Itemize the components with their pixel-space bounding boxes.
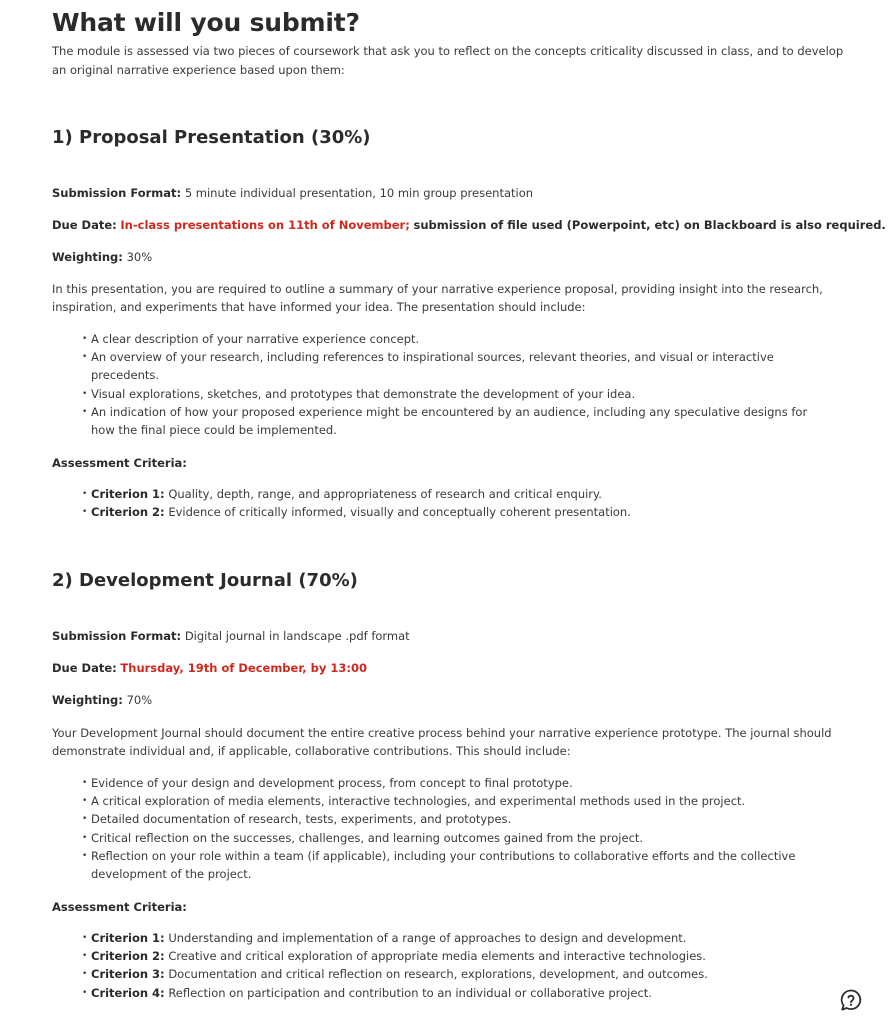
section-heading-proposal-presentation: 1) Proposal Presentation (30%) [52, 127, 371, 148]
criterion-text: Creative and critical exploration of appropriate media elements and interactive technologies. [168, 949, 706, 964]
criterion-label: Criterion 2: [91, 949, 165, 964]
criterion-label: Criterion 4: [91, 985, 165, 1000]
weighting-label: Weighting: [52, 250, 123, 264]
due-date-label: Due Date: [52, 218, 117, 232]
weighting-value: 30% [126, 250, 153, 264]
criterion-item [82, 485, 822, 503]
weighting-value: 70% [126, 693, 153, 707]
page-title: What will you submit? [52, 8, 360, 37]
criterion-item [82, 929, 822, 947]
list-item: • Evidence of your design and development process, from concept to final prototype. [82, 774, 822, 792]
section-description: In this presentation, you are required to outline a summary of your narrative experience proposal, providing insight into the research, inspiration, and experiments that have informed your idea. The presentation should include: [52, 282, 823, 315]
criterion-label: Criterion 3: [91, 967, 165, 982]
list-item: • Reflection on your role within a team (if applicable), including your contributions to collaborative efforts and the collective development of the project. [82, 847, 822, 883]
criterion-item [82, 503, 822, 521]
due-date-field [52, 660, 367, 676]
section-heading-development-journal: 2) Development Journal (70%) [52, 570, 358, 591]
criterion-item [82, 965, 822, 983]
due-date-highlight: In-class presentations on 11th of November; [120, 218, 410, 232]
submission-format-value: Digital journal in landscape .pdf format [184, 629, 410, 643]
criterion-label: Criterion 1: [91, 931, 165, 945]
submission-format-field [52, 185, 533, 201]
due-date-label: Due Date: [52, 661, 117, 675]
list-item: • Critical reflection on the successes, challenges, and learning outcomes gained from the project. [82, 829, 822, 847]
due-date-note: submission of file used (Powerpoint, etc) on Blackboard is also required. [413, 218, 886, 232]
assessment-criteria-heading [52, 899, 187, 915]
criterion-text: Evidence of critically informed, visually and conceptually coherent presentation. [168, 505, 631, 520]
assessment-criteria-label: Assessment Criteria: [52, 456, 187, 470]
criterion-text: Documentation and critical reflection on research, explorations, development, and outcomes. [168, 967, 708, 982]
submission-format-value: 5 minute individual presentation, 10 min group presentation [184, 186, 534, 200]
intro-paragraph: The module is assessed via two pieces of coursework that ask you to reflect on the concepts criticality discussed in class, and to develop an original narrative experience based upon them: [52, 44, 844, 77]
help-chat-button[interactable] [839, 988, 863, 1012]
weighting-label: Weighting: [52, 693, 123, 707]
criterion-text: Understanding and implementation of a range of approaches to design and development. [168, 931, 687, 945]
weighting-field [52, 249, 152, 265]
list-item: • An indication of how your proposed experience might be encountered by an audience, including any speculative designs for how the final piece could be implemented. [82, 403, 822, 439]
list-item: • Detailed documentation of research, tests, experiments, and prototypes. [82, 810, 822, 828]
criteria-list [82, 929, 822, 1002]
includes-list [82, 774, 822, 883]
submission-format-label: Submission Format: [52, 186, 182, 200]
criterion-item [82, 984, 822, 1002]
list-item: • Visual explorations, sketches, and prototypes that demonstrate the development of your idea. [82, 385, 822, 403]
help-chat-icon [839, 988, 863, 1012]
list-item: • A critical exploration of media elements, interactive technologies, and experimental methods used in the project. [82, 792, 822, 810]
assessment-criteria-label: Assessment Criteria: [52, 900, 187, 914]
weighting-field [52, 692, 152, 708]
criterion-text: Quality, depth, range, and appropriateness of research and critical enquiry. [168, 487, 602, 501]
due-date-field [52, 217, 886, 233]
due-date-highlight: Thursday, 19th of December, by 13:00 [120, 661, 368, 675]
criteria-list [82, 485, 822, 521]
criterion-label: Criterion 2: [91, 505, 165, 520]
list-item: • A clear description of your narrative experience concept. [82, 330, 822, 348]
list-item: • An overview of your research, including references to inspirational sources, relevant theories, and visual or interactive precedents. [82, 348, 822, 384]
criterion-item [82, 947, 822, 965]
includes-list [82, 330, 822, 439]
criterion-label: Criterion 1: [91, 487, 165, 501]
assessment-criteria-heading [52, 455, 187, 471]
criterion-text: Reflection on participation and contribution to an individual or collaborative project. [168, 985, 652, 1000]
submission-format-label: Submission Format: [52, 629, 182, 643]
section-description: Your Development Journal should document the entire creative process behind your narrative experience prototype. The journal should demonstrate individual and, if applicable, collaborative contributions. This should include: [52, 726, 832, 759]
submission-format-field [52, 628, 410, 644]
